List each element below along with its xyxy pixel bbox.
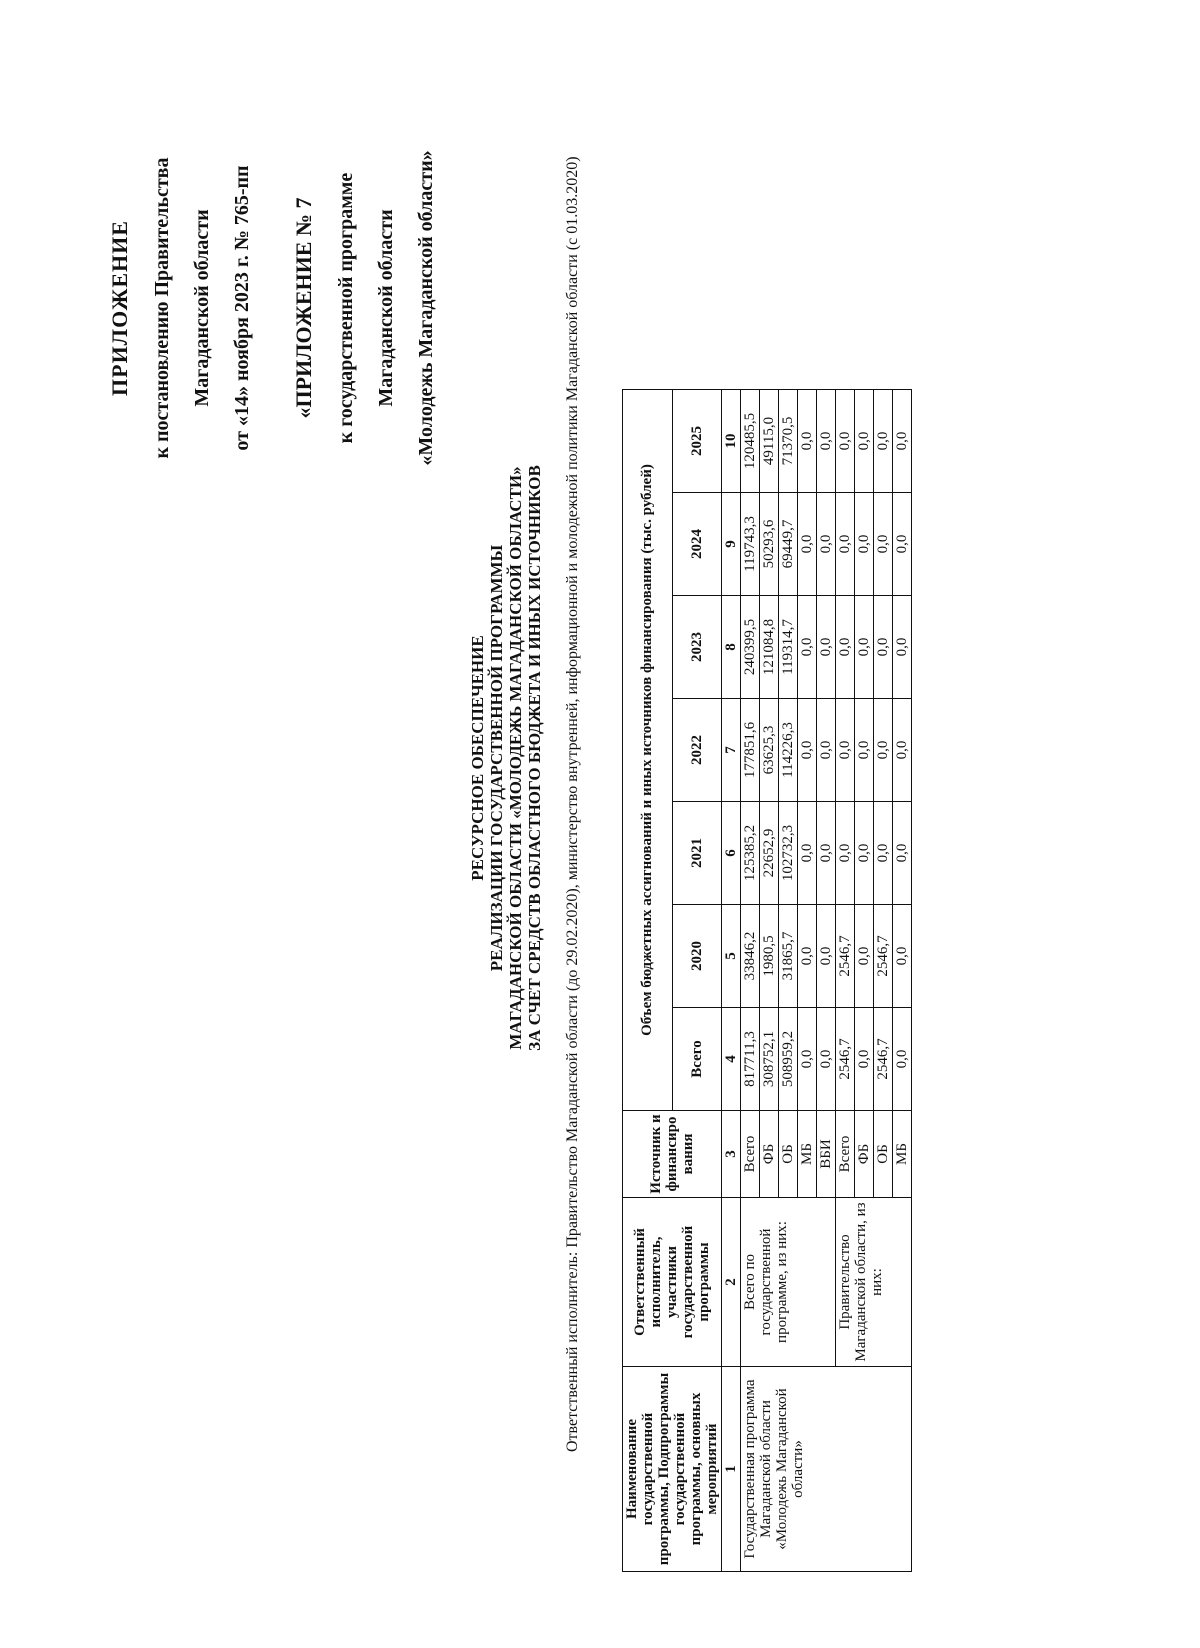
index-cell: 5 (722, 905, 741, 1008)
index-cell: 4 (722, 1008, 741, 1111)
value-cell: 308752,1 (760, 1008, 779, 1111)
value-cell: 0,0 (836, 390, 855, 493)
resolution-date-line: от «14» ноября 2023 г. № 765-пп (231, 165, 253, 451)
value-cell: 0,0 (855, 1008, 874, 1111)
header-line: Магаданской области (375, 209, 397, 407)
value-cell: 22652,9 (760, 802, 779, 905)
index-cell: 7 (722, 699, 741, 802)
value-cell: 0,0 (855, 905, 874, 1008)
column-index-row (722, 390, 741, 1572)
executor-group-cell: Всего по государственной программе, из них: (741, 1198, 836, 1367)
value-cell: 119743,3 (741, 493, 760, 596)
title-line: МАГАДАНСКОЙ ОБЛАСТИ «МОЛОДЕЖЬ МАГАДАНСКОЙ ОБЛАСТИ» (506, 466, 525, 1050)
header-line: к государственной программе (335, 172, 357, 444)
value-cell: 121084,8 (760, 596, 779, 699)
appendix-number: «ПРИЛОЖЕНИЕ № 7 (291, 197, 316, 419)
value-cell: 0,0 (893, 802, 912, 905)
value-cell: 33846,2 (741, 905, 760, 1008)
funding-table (622, 389, 912, 1572)
value-cell: 0,0 (817, 802, 836, 905)
value-cell: 0,0 (817, 905, 836, 1008)
value-cell: 0,0 (817, 390, 836, 493)
col-header-source: Источник и финансиро вания (623, 1111, 722, 1198)
program-name-line: «Молодежь Магаданской области» (415, 150, 437, 466)
value-cell: 0,0 (855, 596, 874, 699)
table-row (741, 390, 760, 1572)
value-cell: 1980,5 (760, 905, 779, 1008)
col-header-year: Всего (672, 1008, 722, 1111)
title-line: РЕСУРСНОЕ ОБЕСПЕЧЕНИЕ (468, 635, 487, 881)
source-cell: Всего (741, 1111, 760, 1198)
value-cell: 240399,5 (741, 596, 760, 699)
col-header-year: 2025 (672, 390, 722, 493)
value-cell: 0,0 (836, 802, 855, 905)
title-line: РЕАЛИЗАЦИИ ГОСУДАРСТВЕННОЙ ПРОГРАММЫ (487, 544, 506, 972)
header-line: к постановлению Правительства (151, 157, 173, 459)
value-cell: 0,0 (836, 493, 855, 596)
value-cell: 0,0 (874, 596, 893, 699)
value-cell: 0,0 (798, 493, 817, 596)
value-cell: 0,0 (798, 905, 817, 1008)
value-cell: 0,0 (817, 596, 836, 699)
value-cell: 2546,7 (874, 905, 893, 1008)
value-cell: 0,0 (855, 699, 874, 802)
value-cell: 0,0 (874, 493, 893, 596)
source-cell: ФБ (760, 1111, 779, 1198)
document-title (468, 448, 544, 1068)
source-cell: Всего (836, 1111, 855, 1198)
value-cell: 71370,5 (779, 390, 798, 493)
value-cell: 69449,7 (779, 493, 798, 596)
col-header-year: 2021 (672, 802, 722, 905)
source-cell: ФБ (855, 1111, 874, 1198)
value-cell: 50293,6 (760, 493, 779, 596)
value-cell: 0,0 (874, 699, 893, 802)
value-cell: 0,0 (798, 699, 817, 802)
value-cell: 177851,6 (741, 699, 760, 802)
value-cell: 120485,5 (741, 390, 760, 493)
appendix-title: ПРИЛОЖЕНИЕ (107, 220, 132, 396)
program-name-cell: Государственная программа Магаданской области «Молодежь Магаданской области» (741, 1367, 912, 1572)
value-cell: 119314,7 (779, 596, 798, 699)
value-cell: 63625,3 (760, 699, 779, 802)
value-cell: 0,0 (874, 390, 893, 493)
value-cell: 817711,3 (741, 1008, 760, 1111)
value-cell: 31865,7 (779, 905, 798, 1008)
value-cell: 2546,7 (874, 1008, 893, 1111)
value-cell: 0,0 (893, 596, 912, 699)
index-cell: 9 (722, 493, 741, 596)
index-cell: 8 (722, 596, 741, 699)
col-header-funding-group: Объем бюджетных ассигнований и иных источников финансирования (тыс. рублей) (623, 390, 673, 1111)
source-cell: МБ (893, 1111, 912, 1198)
index-cell: 3 (722, 1111, 741, 1198)
value-cell: 0,0 (855, 802, 874, 905)
value-cell: 0,0 (798, 596, 817, 699)
index-cell: 6 (722, 802, 741, 905)
index-cell: 2 (722, 1198, 741, 1367)
value-cell: 0,0 (893, 905, 912, 1008)
appendix-header (100, 118, 446, 498)
col-header-name: Наименование государственной программы, Подпрограммы государственной программы, основных мероприятий (623, 1367, 722, 1572)
value-cell: 0,0 (893, 699, 912, 802)
col-header-year: 2023 (672, 596, 722, 699)
value-cell: 0,0 (798, 390, 817, 493)
value-cell: 0,0 (836, 699, 855, 802)
value-cell: 0,0 (798, 802, 817, 905)
col-header-year: 2020 (672, 905, 722, 1008)
value-cell: 125385,2 (741, 802, 760, 905)
source-cell: ВБИ (817, 1111, 836, 1198)
value-cell: 0,0 (817, 1008, 836, 1111)
source-cell: ОБ (779, 1111, 798, 1198)
index-cell: 10 (722, 390, 741, 493)
value-cell: 0,0 (874, 802, 893, 905)
value-cell: 2546,7 (836, 905, 855, 1008)
executor-group-cell: Правительство Магаданской области, из них: (836, 1198, 912, 1367)
source-cell: МБ (798, 1111, 817, 1198)
value-cell: 49115,0 (760, 390, 779, 493)
value-cell: 0,0 (855, 390, 874, 493)
title-line: ЗА СЧЕТ СРЕДСТВ ОБЛАСТНОГО БЮДЖЕТА И ИНЫХ ИСТОЧНИКОВ (525, 465, 544, 1051)
value-cell: 0,0 (817, 699, 836, 802)
col-header-year: 2022 (672, 699, 722, 802)
index-cell: 1 (722, 1367, 741, 1572)
value-cell: 114226,3 (779, 699, 798, 802)
responsible-executor-text: Ответственный исполнитель: Правительство Магаданской области (до 29.02.2020), министерство внутренней, информационной и молодежной политики Магаданской области (с 01.03.2020) (564, 156, 581, 1452)
value-cell: 0,0 (893, 493, 912, 596)
value-cell: 0,0 (855, 493, 874, 596)
value-cell: 0,0 (893, 390, 912, 493)
value-cell: 0,0 (817, 493, 836, 596)
value-cell: 508959,2 (779, 1008, 798, 1111)
header-line: Магаданской области (191, 209, 213, 407)
value-cell: 2546,7 (836, 1008, 855, 1111)
source-cell: ОБ (874, 1111, 893, 1198)
col-header-executor: Ответственный исполнитель, участники государственной программы (623, 1198, 722, 1367)
col-header-year: 2024 (672, 493, 722, 596)
value-cell: 0,0 (893, 1008, 912, 1111)
value-cell: 0,0 (798, 1008, 817, 1111)
value-cell: 0,0 (836, 596, 855, 699)
value-cell: 102732,3 (779, 802, 798, 905)
